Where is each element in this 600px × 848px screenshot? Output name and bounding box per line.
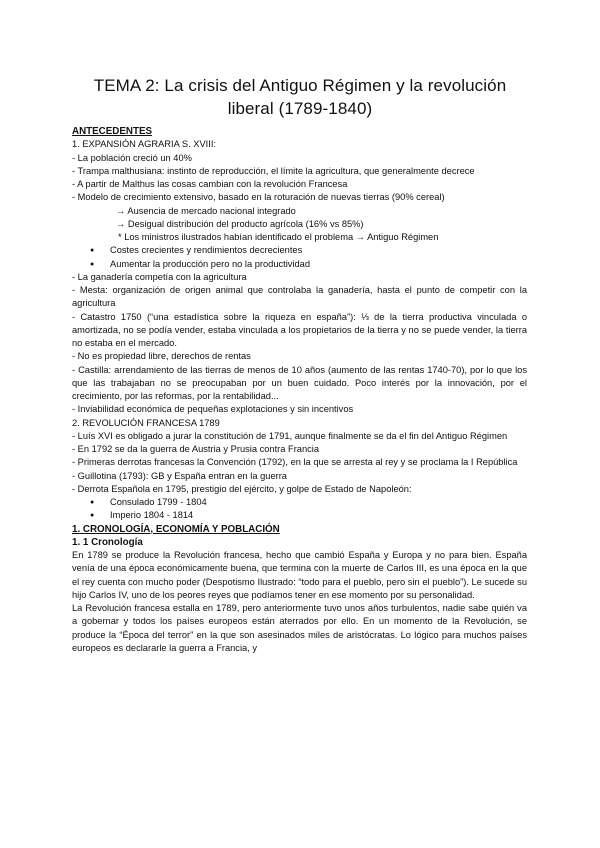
document-title (60, 74, 540, 120)
text-line: - Castilla: arrendamiento de las tierras de menos de 10 años (aumento de las rentas 1740-70), por lo que los que las trabajaban no se preocupaban por un buen cuidado. Poco interés por la innovación, por el crecimiento, por las reformas, por la rentabilidad... (72, 364, 527, 401)
bullet-text: Costes crecientes y rendimientos decrecientes (110, 245, 303, 256)
text-line: → Ausencia de mercado nacional integrado (116, 205, 296, 216)
section-heading: ANTECEDENTES (72, 126, 153, 137)
text-line: - La ganadería competía con la agricultura (72, 271, 247, 282)
text-line: - A partir de Malthus las cosas cambian con la revolución Francesa (72, 179, 348, 189)
text-line: - No es propiedad libre, derechos de rentas (72, 351, 251, 362)
bullet-text: Aumentar la producción pero no la productividad (110, 258, 311, 269)
text-line: - Guillotina (1793): GB y España entran en la guerra (72, 470, 287, 481)
bullet-item (72, 258, 527, 271)
text-line: - Trampa malthusiana: instinto de reproducción, el límite la agricultura, que generalmente decrece (72, 165, 475, 176)
document-body (72, 125, 527, 655)
bullet-text: Consulado 1799 - 1804 (110, 497, 207, 507)
text-line: - Catastro 1750 (“una estadística sobre la riqueza en españa”): ⅓ de la tierra productiva vinculada o amortizada, no se podía vender, estaba vinculada a los propietarios de la tierra y no se puede vender, la tierra no estaba en el mercado. (72, 311, 527, 348)
title-line-1: TEMA 2: La crisis del Antiguo Régimen y la revolución (93, 76, 507, 95)
title-line-2: liberal (1789-1840) (227, 99, 373, 118)
text-line: - Mesta: organización de origen animal que controlaba la ganadería, hasta el punto de competir con la agricultura (72, 285, 527, 309)
text-line: * Los ministros ilustrados habían identificado el problema → Antiguo Régimen (118, 232, 439, 242)
text-line: - La población creció un 40% (72, 152, 192, 163)
text-line: En 1789 se produce la Revolución francesa, hecho que cambió España y Europa y no para bien. España venía de una época económicamente buena, que termina con la muerte de Carlos III, es una época en la que el rey cuenta con mucho poder (Despotismo Ilustrado: “todo para el pueblo, pero sin el pueblo”). Le sucede su hijo Carlos IV, uno de los peores reyes que podíamos tener en ese momento por su personalidad. (72, 550, 527, 600)
text-line: - Modelo de crecimiento extensivo, basado en la roturación de nuevas tierras (90% cereal) (72, 192, 445, 203)
text-line: - Primeras derrotas francesas la Convención (1792), en la que se arresta al rey y se proclama la I República (72, 457, 518, 468)
text-line: La Revolución francesa estalla en 1789, pero anteriormente tuvo unos años turbulentos, nadie sabe quién va a gobernar y todos los países europeos están aterrados por ello. En un momento de la Revolución, se produce la “Época del terror” en la que son asesinados miles de aristócratas. Lo lógico para muchos países europeos es declararle la guerra a Francia, y (72, 603, 527, 653)
text-line: - Derrota Española en 1795, prestigio del ejército, y golpe de Estado de Napoleón: (72, 483, 412, 494)
bullet-item (72, 244, 527, 257)
text-line: - Inviabilidad económica de pequeñas explotaciones y sin incentivos (72, 404, 354, 415)
bullet-item (72, 509, 527, 522)
text-line: → Desigual distribución del producto agrícola (16% vs 85%) (116, 218, 364, 229)
bullet-item (72, 496, 527, 509)
section-heading: 1. 1 Cronología (72, 536, 143, 548)
text-line: 1. EXPANSIÓN AGRARIA S. XVIII: (72, 139, 216, 150)
section-heading: 1. CRONOLOGÍA, ECONOMÍA Y POBLACIÓN (72, 523, 280, 535)
text-line: - En 1792 se da la guerra de Austria y Prusia contra Francia (72, 444, 320, 454)
text-line: - Luís XVI es obligado a jurar la constitución de 1791, aunque finalmente se da el fin del Antiguo Régimen (72, 430, 508, 441)
bullet-text: Imperio 1804 - 1814 (110, 510, 194, 521)
text-line: 2. REVOLUCIÓN FRANCESA 1789 (72, 417, 220, 428)
